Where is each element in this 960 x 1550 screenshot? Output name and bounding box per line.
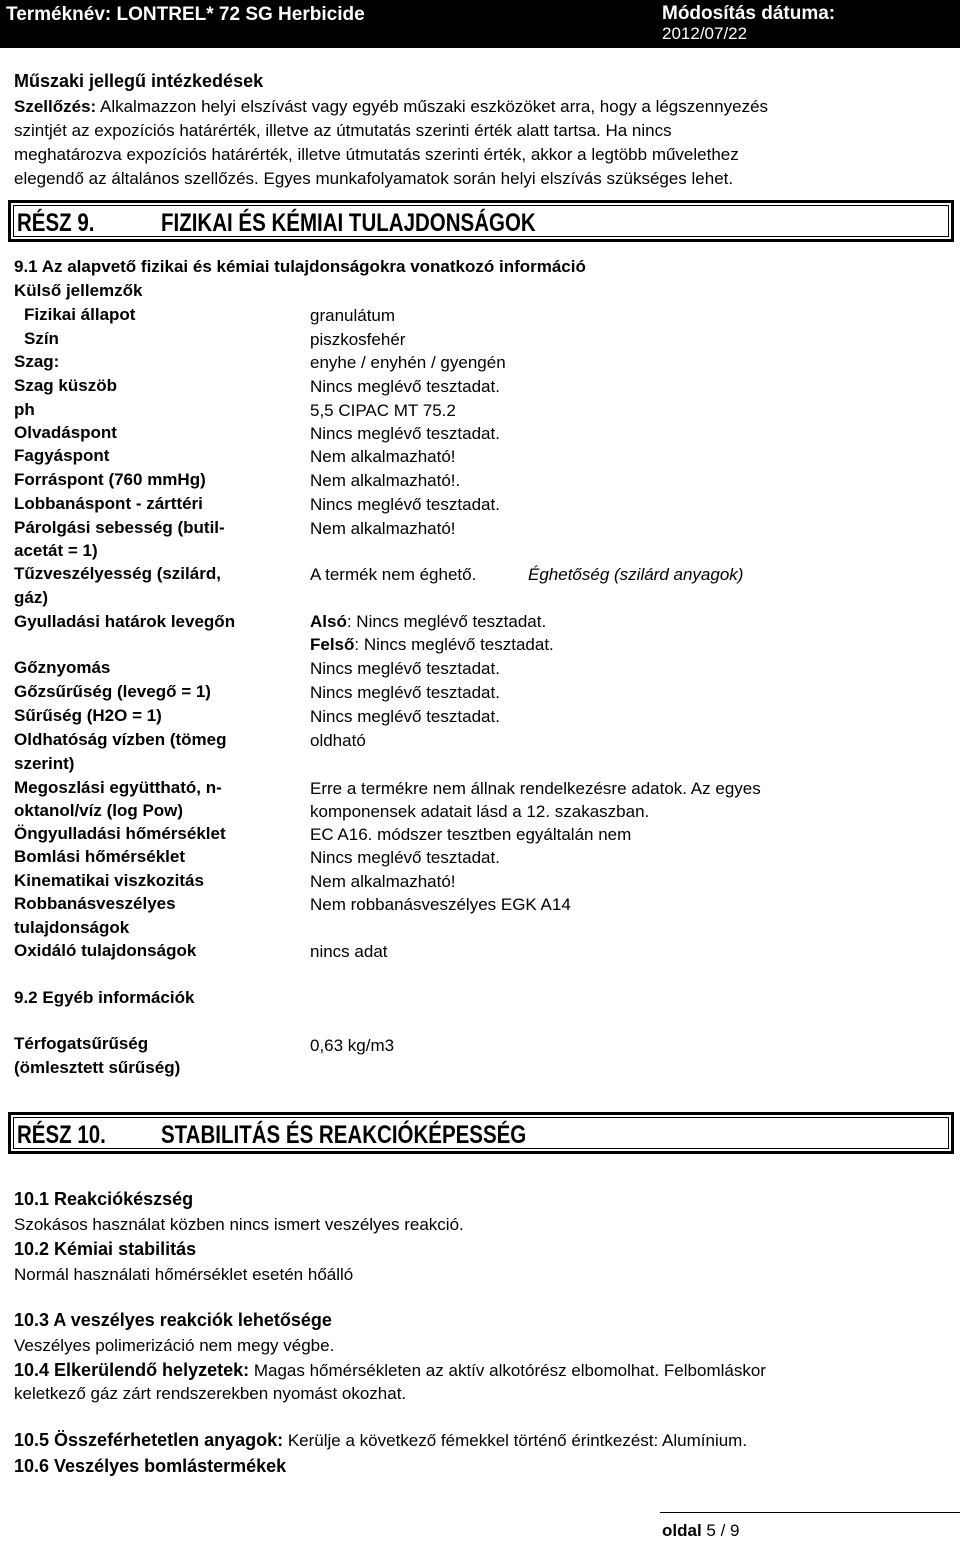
property-value: nincs adat <box>310 942 388 961</box>
subsection-10-1: 10.1 Reakciókészség <box>14 1189 194 1209</box>
property-label: Robbanásveszélyes <box>14 894 176 913</box>
section-9-header <box>8 200 954 242</box>
property-label: szerint) <box>14 754 75 773</box>
property-value: Nincs meglévő tesztadat. <box>310 848 500 867</box>
property-label: Bomlási hőmérséklet <box>14 847 186 866</box>
engineering-line-2: szintjét az expozíciós határérték, illetve az útmutatás szerinti érték alatt tartsa. Ha nincs <box>14 121 672 140</box>
property-value: Nincs meglévő tesztadat. <box>310 377 500 396</box>
upper-limit-value: : Nincs meglévő tesztadat. <box>354 635 554 654</box>
engineering-line-3: meghatározva expozíciós határérték, illetve útmutatás szerinti érték, akkor a legtöbb művelethez <box>14 145 739 164</box>
property-label: Gyulladási határok levegőn <box>14 612 236 631</box>
property-label: Lobbanáspont - zárttéri <box>14 494 203 513</box>
conditions-to-avoid-text: Magas hőmérsékleten az aktív alkotórész elbomolhat. Felbomláskor <box>249 1361 766 1380</box>
revision-date: 2012/07/22 <box>662 24 748 43</box>
header-bar <box>0 0 960 48</box>
upper-limit <box>310 635 554 655</box>
property-value: Nem robbanásveszélyes EGK A14 <box>310 895 571 914</box>
property-value: granulátum <box>310 306 396 325</box>
property-value: enyhe / enyhén / gyengén <box>310 353 506 372</box>
property-label: Sűrűség (H2O = 1) <box>14 706 162 725</box>
property-label: Párolgási sebesség (butil- <box>14 518 225 537</box>
section-10-number: RÉSZ 10. <box>17 1121 106 1149</box>
property-label: gáz) <box>14 588 48 607</box>
page-label: oldal <box>662 1521 702 1540</box>
engineering-heading: Műszaki jellegű intézkedések <box>14 71 264 91</box>
property-label: Öngyulladási hőmérséklet <box>14 824 226 843</box>
property-label: Olvadáspont <box>14 423 117 442</box>
subsection-9-2: 9.2 Egyéb információk <box>14 988 195 1007</box>
property-label: Oldhatóság vízben (tömeg <box>14 730 227 749</box>
property-label: Tűzveszélyesség (szilárd, <box>14 564 221 583</box>
property-value: Nem alkalmazható! <box>310 447 456 466</box>
incompatible-materials-text: Kerülje a következő fémekkel történő érintkezést: Alumínium. <box>283 1431 748 1450</box>
subsection-10-4: 10.4 Elkerülendő helyzetek: <box>14 1360 250 1380</box>
upper-limit-label: Felső <box>310 635 355 654</box>
property-value: Nincs meglévő tesztadat. <box>310 424 500 443</box>
property-label: Szag küszöb <box>14 376 117 395</box>
property-label: oktanol/víz (log Pow) <box>14 801 184 820</box>
flammability-note: Éghetőség (szilárd anyagok) <box>528 565 744 584</box>
property-value: oldható <box>310 731 366 750</box>
property-value: A termék nem éghető. <box>310 565 477 584</box>
property-label: Megoszlási együttható, n- <box>14 778 222 797</box>
page-number <box>662 1521 739 1541</box>
section-9-number: RÉSZ 9. <box>17 209 95 237</box>
footer-divider <box>660 1512 960 1513</box>
property-label: Gőzsűrűség (levegő = 1) <box>14 682 211 701</box>
property-label: Fagyáspont <box>14 446 110 465</box>
property-label: Szag: <box>14 352 60 371</box>
property-value: Nem alkalmazható! <box>310 872 456 891</box>
property-value: Nem alkalmazható!. <box>310 471 461 490</box>
property-value: Erre a termékre nem állnak rendelkezésre adatok. Az egyes <box>310 779 761 798</box>
property-value: Nem alkalmazható! <box>310 519 456 538</box>
page-count: 5 / 9 <box>701 1521 740 1540</box>
product-name: Terméknév: LONTREL* 72 SG Herbicide <box>6 4 365 25</box>
property-value: Nincs meglévő tesztadat. <box>310 659 500 678</box>
property-label: Kinematikai viszkozitás <box>14 871 204 890</box>
bulk-density-value: 0,63 kg/m3 <box>310 1036 395 1055</box>
subsection-10-3: 10.3 A veszélyes reakciók lehetősége <box>14 1310 332 1330</box>
property-value: EC A16. módszer tesztben egyáltalán nem <box>310 825 632 844</box>
bulk-density-label-1: Térfogatsűrűség <box>14 1034 149 1053</box>
property-label: tulajdonságok <box>14 918 130 937</box>
ventilation-text: Alkalmazzon helyi elszívást vagy egyéb műszaki eszközöket arra, hogy a légszennyezés <box>96 97 769 116</box>
subsection-9-1: 9.1 Az alapvető fizikai és kémiai tulajdonságokra vonatkozó információ <box>14 257 586 276</box>
section-9-title: FIZIKAI ÉS KÉMIAI TULAJDONSÁGOK <box>161 209 536 237</box>
hazardous-reactions-text: Veszélyes polimerizáció nem megy végbe. <box>14 1336 335 1355</box>
property-value: Nincs meglévő tesztadat. <box>310 683 500 702</box>
appearance-heading: Külső jellemzők <box>14 281 143 300</box>
bulk-density-label-2: (ömlesztett sűrűség) <box>14 1058 181 1077</box>
section-10-title: STABILITÁS ÉS REAKCIÓKÉPESSÉG <box>161 1121 527 1149</box>
engineering-line-4: elegendő az általános szellőzés. Egyes munkafolyamatok során helyi elszívás szükséges lehet. <box>14 169 734 188</box>
property-label: acetát = 1) <box>14 541 98 560</box>
property-label: Szín <box>24 329 59 348</box>
property-label: Oxidáló tulajdonságok <box>14 941 197 960</box>
property-label: Forráspont (760 mmHg) <box>14 470 206 489</box>
section-10-header <box>8 1112 954 1154</box>
conditions-to-avoid-text-2: keletkező gáz zárt rendszerekben nyomást okozhat. <box>14 1384 407 1403</box>
property-label: Gőznyomás <box>14 658 111 677</box>
conditions-to-avoid <box>14 1360 766 1381</box>
incompatible-materials <box>14 1430 747 1451</box>
property-value: komponensek adatait lásd a 12. szakaszban. <box>310 802 650 821</box>
property-value: Nincs meglévő tesztadat. <box>310 707 500 726</box>
property-value: Nincs meglévő tesztadat. <box>310 495 500 514</box>
subsection-10-6: 10.6 Veszélyes bomlástermékek <box>14 1456 287 1476</box>
subsection-10-2: 10.2 Kémiai stabilitás <box>14 1239 197 1259</box>
lower-limit-label: Alsó <box>310 612 347 631</box>
engineering-line-1 <box>14 97 768 117</box>
property-label: ph <box>14 400 35 419</box>
lower-limit-value: : Nincs meglévő tesztadat. <box>346 612 547 631</box>
reactivity-text: Szokásos használat közben nincs ismert veszélyes reakció. <box>14 1215 464 1234</box>
property-label: Fizikai állapot <box>24 305 136 324</box>
stability-text: Normál használati hőmérséklet esetén hőálló <box>14 1265 354 1284</box>
property-value: 5,5 CIPAC MT 75.2 <box>310 401 456 420</box>
property-value: piszkosfehér <box>310 330 406 349</box>
ventilation-label: Szellőzés: <box>14 97 97 116</box>
revision-label: Módosítás dátuma: <box>662 3 836 24</box>
lower-limit <box>310 612 546 632</box>
subsection-10-5: 10.5 Összeférhetetlen anyagok: <box>14 1430 284 1450</box>
